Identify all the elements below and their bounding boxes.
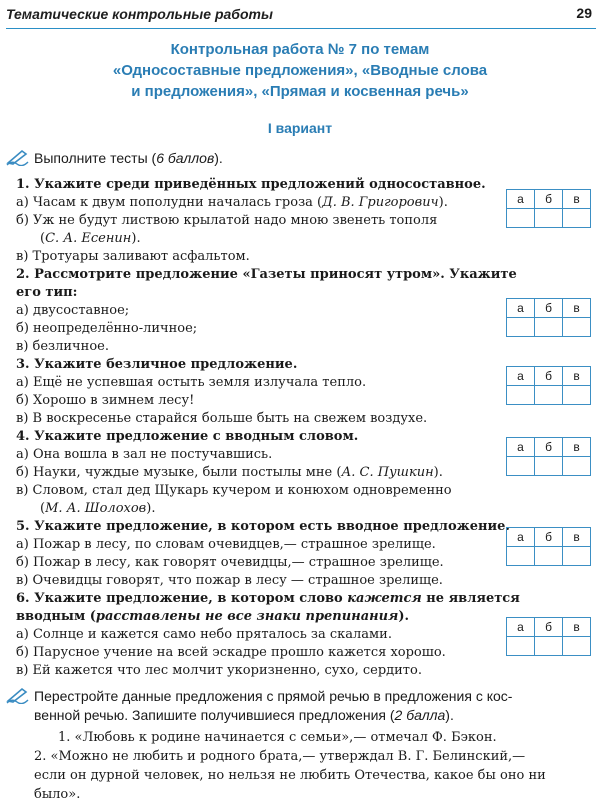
answer-cell[interactable] <box>535 637 563 656</box>
answer-letter-a: а <box>507 367 535 386</box>
answer-cell[interactable] <box>535 209 563 228</box>
question-3: 3. Укажите безличное предложение. <box>16 357 298 372</box>
question-1: 1. Укажите среди приведённых предложений односоставное. <box>16 177 486 192</box>
heading-line-1: Контрольная работа № 7 по темам <box>170 41 430 58</box>
answer-letter-a: а <box>507 299 535 318</box>
page-header <box>6 6 596 29</box>
q1-option-c: в) Тротуары заливают асфальтом. <box>16 249 250 264</box>
answer-letter-c: в <box>563 438 591 457</box>
heading-line-3: и предложения», «Прямая и косвенная речь» <box>131 83 469 100</box>
q1-option-a: а) Часам к двум пополудни началась гроза (Д. В. Григорович). <box>16 195 448 210</box>
answer-cell[interactable] <box>563 318 591 337</box>
q2-option-a: а) двусоставное; <box>16 303 130 318</box>
answer-cell[interactable] <box>507 457 535 476</box>
question-2: 2. Рассмотрите предложение «Газеты приносят утром». Укажите <box>16 267 517 282</box>
answer-grid-4[interactable] <box>506 437 591 476</box>
q3-option-b: б) Хорошо в зимнем лесу! <box>16 393 195 408</box>
answer-letter-b: б <box>535 367 563 386</box>
q4-option-b: б) Науки, чуждые музыке, были постылы мне (А. С. Пушкин). <box>16 465 443 480</box>
answer-grid-3[interactable] <box>506 366 591 405</box>
pen-icon <box>6 686 30 704</box>
answer-cell[interactable] <box>507 209 535 228</box>
answer-cell[interactable] <box>563 547 591 566</box>
answer-letter-b: б <box>535 528 563 547</box>
q2-option-c: в) безличное. <box>16 339 109 354</box>
instruction-tests: Выполните тесты (6 баллов). <box>34 150 223 166</box>
q3-option-c: в) В воскресенье старайся больше быть на свежем воздухе. <box>16 411 428 426</box>
answer-letter-b: б <box>535 438 563 457</box>
q4-option-c: в) Словом, стал дед Щукарь кучером и конюхом одновременно <box>16 483 452 498</box>
q4-option-c-author: (М. А. Шолохов). <box>40 501 156 516</box>
page-number: 29 <box>576 5 592 21</box>
q5-option-c: в) Очевидцы говорят, что пожар в лесу — страшное зрелище. <box>16 573 443 588</box>
q6-option-b: б) Парусное учение на всей эскадре прошло кажется хорошо. <box>16 645 446 660</box>
running-title: Тематические контрольные работы <box>6 6 273 22</box>
answer-grid-1[interactable] <box>506 189 591 228</box>
answer-letter-c: в <box>563 367 591 386</box>
answer-cell[interactable] <box>563 457 591 476</box>
answer-letter-c: в <box>563 190 591 209</box>
answer-cell[interactable] <box>507 547 535 566</box>
answer-cell[interactable] <box>563 209 591 228</box>
answer-letter-b: б <box>535 190 563 209</box>
answer-cell[interactable] <box>535 386 563 405</box>
pen-icon <box>6 148 30 166</box>
answer-cell[interactable] <box>507 386 535 405</box>
exercise-1: 1. «Любовь к родине начинается с семьи»,— отмечал Ф. Бэкон. <box>58 730 497 745</box>
q6-option-c: в) Ей кажется что лес молчит укоризненно, сухо, сердито. <box>16 663 422 678</box>
q3-option-a: а) Ещё не успевшая остыть земля излучала тепло. <box>16 375 367 390</box>
variant-title: I вариант <box>267 120 333 136</box>
answer-cell[interactable] <box>507 318 535 337</box>
answer-cell[interactable] <box>535 547 563 566</box>
question-6-cont: вводным (расставлены не все знаки препинания). <box>16 609 410 624</box>
answer-letter-a: а <box>507 438 535 457</box>
answer-grid-2[interactable] <box>506 298 591 337</box>
answer-letter-a: а <box>507 618 535 637</box>
answer-cell[interactable] <box>535 457 563 476</box>
answer-letter-a: а <box>507 528 535 547</box>
answer-letter-c: в <box>563 299 591 318</box>
answer-letter-b: б <box>535 299 563 318</box>
q2-option-b: б) неопределённо-личное; <box>16 321 198 336</box>
answer-cell[interactable] <box>563 386 591 405</box>
answer-grid-5[interactable] <box>506 527 591 566</box>
exercise-2-line-2: если он дурной человек, но нельзя не любить Отечества, какое бы оно ни <box>34 768 546 783</box>
q1-option-b-author: (С. А. Есенин). <box>40 231 141 246</box>
question-4: 4. Укажите предложение с вводным словом. <box>16 429 359 444</box>
exercise-2-line-1: 2. «Можно не любить и родного брата,— утверждал В. Г. Белинский,— <box>34 749 526 764</box>
answer-cell[interactable] <box>563 637 591 656</box>
q6-option-a: а) Солнце и кажется само небо пряталось за скалами. <box>16 627 392 642</box>
answer-letter-c: в <box>563 528 591 547</box>
answer-cell[interactable] <box>535 318 563 337</box>
q1-option-b: б) Уж не будут листвою крылатой надо мною звенеть тополя <box>16 213 438 228</box>
q5-option-b: б) Пожар в лесу, как говорят очевидцы,— страшное зрелище. <box>16 555 444 570</box>
exercise-2-line-3: было». <box>34 787 81 802</box>
answer-letter-a: а <box>507 190 535 209</box>
heading-line-2: «Односоставные предложения», «Вводные слова <box>112 62 488 79</box>
answer-grid-6[interactable] <box>506 617 591 656</box>
question-6: 6. Укажите предложение, в котором слово кажется не является <box>16 591 520 606</box>
q5-option-a: а) Пожар в лесу, по словам очевидцев,— страшное зрелище. <box>16 537 436 552</box>
question-5: 5. Укажите предложение, в котором есть вводное предложение. <box>16 519 510 534</box>
answer-cell[interactable] <box>507 637 535 656</box>
answer-letter-b: б <box>535 618 563 637</box>
question-2-cont: его тип: <box>16 285 78 300</box>
instruction-rewrite: Перестройте данные предложения с прямой речью в предложения с кос- венной речью. Запишите получившиеся предложения (2 балла). <box>34 688 513 723</box>
q4-option-a: а) Она вошла в зал не постучавшись. <box>16 447 273 462</box>
answer-letter-c: в <box>563 618 591 637</box>
